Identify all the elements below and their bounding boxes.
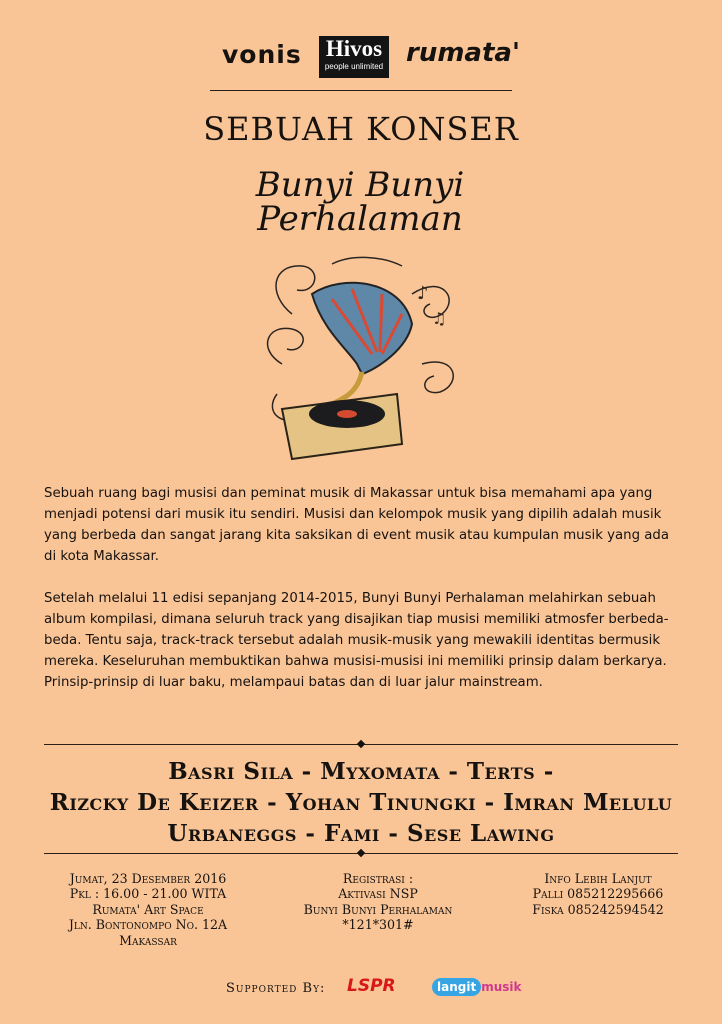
divider-diamond-bottom — [357, 849, 365, 857]
contact-fiska: Fiska 085242594542 — [532, 901, 664, 917]
description-p1: Sebuah ruang bagi musisi dan peminat musik di Makassar untuk bisa memahami apa yang menjadi potensi dari musik itu sendiri. Musisi dan kelompok musik yang dipilih adalah musik yang berbeda dan sangat jarang kita saksikan di event musik atau kumpulan musik yang ada di kota Makassar. — [44, 486, 669, 564]
rumata-logo: rumata' — [406, 38, 520, 68]
event-time: Pkl : 16.00 - 21.00 WITA — [69, 886, 227, 902]
record-label — [337, 410, 357, 418]
top-divider — [210, 90, 512, 91]
artists-line2: Rizcky De Keizer - Yohan Tinungki - Imran Melulu — [49, 789, 673, 816]
registration-code: *121*301# — [342, 917, 414, 933]
vonis-logo: vonis — [222, 40, 302, 69]
event-city: Makassar — [119, 932, 177, 948]
event-name-line2: Perhalaman — [257, 199, 463, 239]
hivos-tagline: people unlimited — [324, 62, 384, 71]
registration-label: Registrasi : — [342, 871, 414, 886]
event-address: Jln. Bontonompo No. 12A — [68, 917, 228, 933]
event-date: Jumat, 23 Desember 2016 — [69, 871, 227, 886]
hivos-logo — [319, 36, 389, 78]
supported-by-label: Supported By: — [226, 981, 326, 996]
swirl-top — [332, 257, 402, 266]
swirl-left-1 — [276, 266, 315, 314]
artists-line3: Urbaneggs - Fami - Sese Lawing — [167, 820, 555, 847]
description-p2: Setelah melalui 11 edisi sepanjang 2014-2015, Bunyi Bunyi Perhalaman melahirkan sebuah album kompilasi, dimana seluruh track yang disajikan tiap musisi memiliki atmosfer berbeda-beda. Tentu saja, track-track tersebut adalah musik-musik yang mewakili identitas bermusik mereka. Keseluruhan membuktikan bahwa musisi-musisi ini memiliki prinsip dalam berkarya. Prinsip-prinsip di luar baku, melampaui batas dan di luar jalur mainstream. — [44, 591, 669, 690]
artists-line1: Basri Sila - Myxomata - Terts - — [168, 758, 554, 785]
swirl-right-2 — [422, 362, 453, 393]
lspr-logo: LSPR — [347, 976, 396, 996]
registration-line2: Bunyi Bunyi Perhalaman — [303, 901, 453, 917]
event-info — [44, 871, 252, 948]
langit-logo-text: langit — [432, 978, 481, 996]
event-name-line1: Bunyi Bunyi — [255, 165, 465, 205]
contact-info — [500, 871, 696, 917]
contact-palli: Palli 085212295666 — [532, 886, 664, 902]
langit-musik-logo — [432, 978, 522, 1000]
event-name — [220, 165, 500, 239]
music-note-icon: ♪ — [417, 283, 429, 304]
registration-info — [274, 871, 482, 933]
horn — [312, 283, 412, 374]
hivos-logo-text: Hivos — [325, 36, 383, 61]
musik-logo-text: musik — [481, 980, 522, 994]
contact-label: Info Lebih Lanjut — [544, 871, 652, 886]
music-note-icon-2: ♫ — [432, 309, 447, 328]
swirl-left-2 — [268, 328, 304, 364]
registration-line1: Aktivasi NSP — [338, 886, 418, 902]
gramophone-illustration — [262, 254, 462, 468]
page-title: SEBUAH KONSER — [203, 110, 519, 148]
divider-diamond-top — [357, 740, 365, 748]
event-venue: Rumata' Art Space — [92, 901, 204, 917]
